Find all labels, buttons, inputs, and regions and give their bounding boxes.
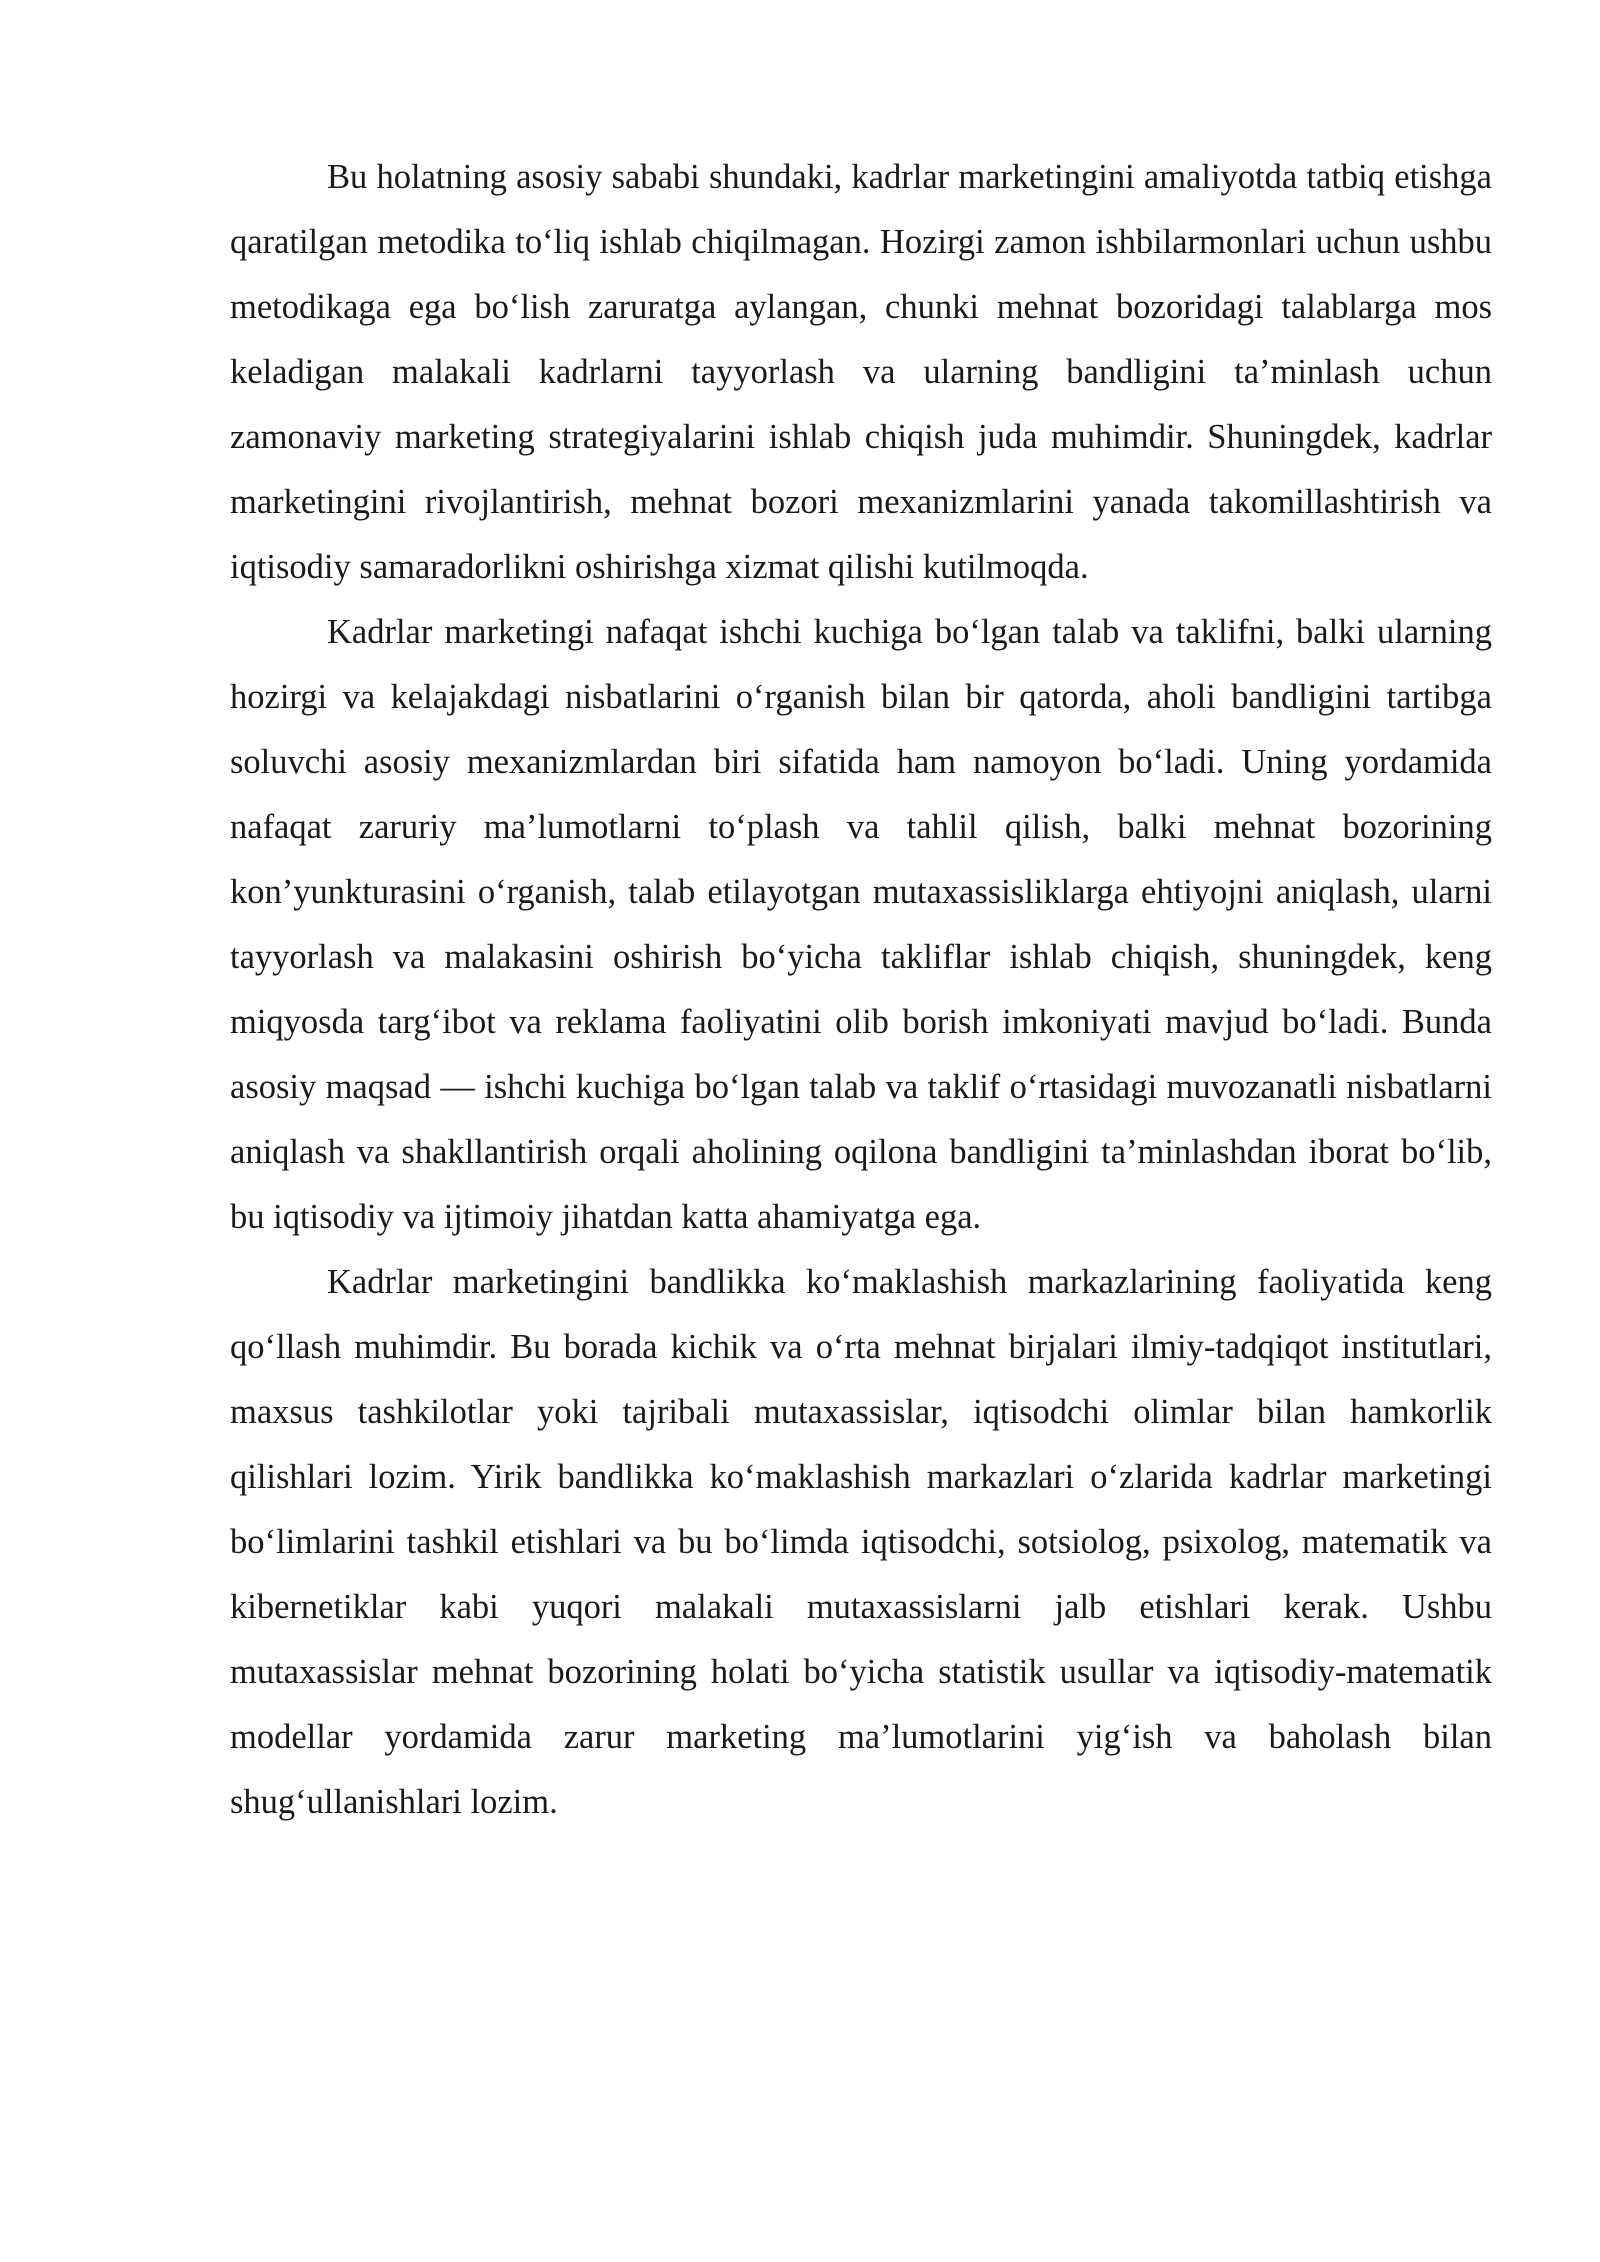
document-body: [230, 145, 1492, 1835]
paragraph-3: Kadrlar marketingini bandlikka ko‘maklashish markazlarining faoliyatida keng qo‘llash muhimdir. Bu borada kichik va o‘rta mehnat birjalari ilmiy-tadqiqot institutlari, maxsus tashkilotlar yoki tajribali mutaxassislar, iqtisodchi olimlar bilan hamkorlik qilishlari lozim. Yirik bandlikka ko‘maklashish markazlari o‘zlarida kadrlar marketingi bo‘limlarini tashkil etishlari va bu bo‘limda iqtisodchi, sotsiolog, psixolog, matematik va kibernetiklar kabi yuqori malakali mutaxassislarni jalb etishlari kerak. Ushbu mutaxassislar mehnat bozorining holati bo‘yicha statistik usullar va iqtisodiy-matematik modellar yordamida zarur marketing ma’lumotlarini yig‘ish va baholash bilan shug‘ullanishlari lozim.: [230, 1263, 1492, 1821]
paragraph-1: Bu holatning asosiy sababi shundaki, kadrlar marketingini amaliyotda tatbiq etishga qaratilgan metodika to‘liq ishlab chiqilmagan. Hozirgi zamon ishbilarmonlari uchun ushbu metodikaga ega bo‘lish zaruratga aylangan, chunki mehnat bozoridagi talablarga mos keladigan malakali kadrlarni tayyorlash va ularning bandligini ta’minlash uchun zamonaviy marketing strategiyalarini ishlab chiqish juda muhimdir. Shuningdek, kadrlar marketingini rivojlantirish, mehnat bozori mexanizmlarini yanada takomillashtirish va iqtisodiy samaradorlikni oshirishga xizmat qilishi kutilmoqda.: [230, 158, 1492, 586]
paragraph-2: Kadrlar marketingi nafaqat ishchi kuchiga bo‘lgan talab va taklifni, balki ularning hozirgi va kelajakdagi nisbatlarini o‘rganish bilan bir qatorda, aholi bandligini tartibga soluvchi asosiy mexanizmlardan biri sifatida ham namoyon bo‘ladi. Uning yordamida nafaqat zaruriy ma’lumotlarni to‘plash va tahlil qilish, balki mehnat bozorining kon’yunkturasini o‘rganish, talab etilayotgan mutaxassisliklarga ehtiyojni aniqlash, ularni tayyorlash va malakasini oshirish bo‘yicha takliflar ishlab chiqish, shuningdek, keng miqyosda targ‘ibot va reklama faoliyatini olib borish imkoniyati mavjud bo‘ladi. Bunda asosiy maqsad — ishchi kuchiga bo‘lgan talab va taklif o‘rtasidagi muvozanatli nisbatlarni aniqlash va shakllantirish orqali aholining oqilona bandligini ta’minlashdan iborat bo‘lib, bu iqtisodiy va ijtimoiy jihatdan katta ahamiyatga ega.: [230, 613, 1492, 1236]
